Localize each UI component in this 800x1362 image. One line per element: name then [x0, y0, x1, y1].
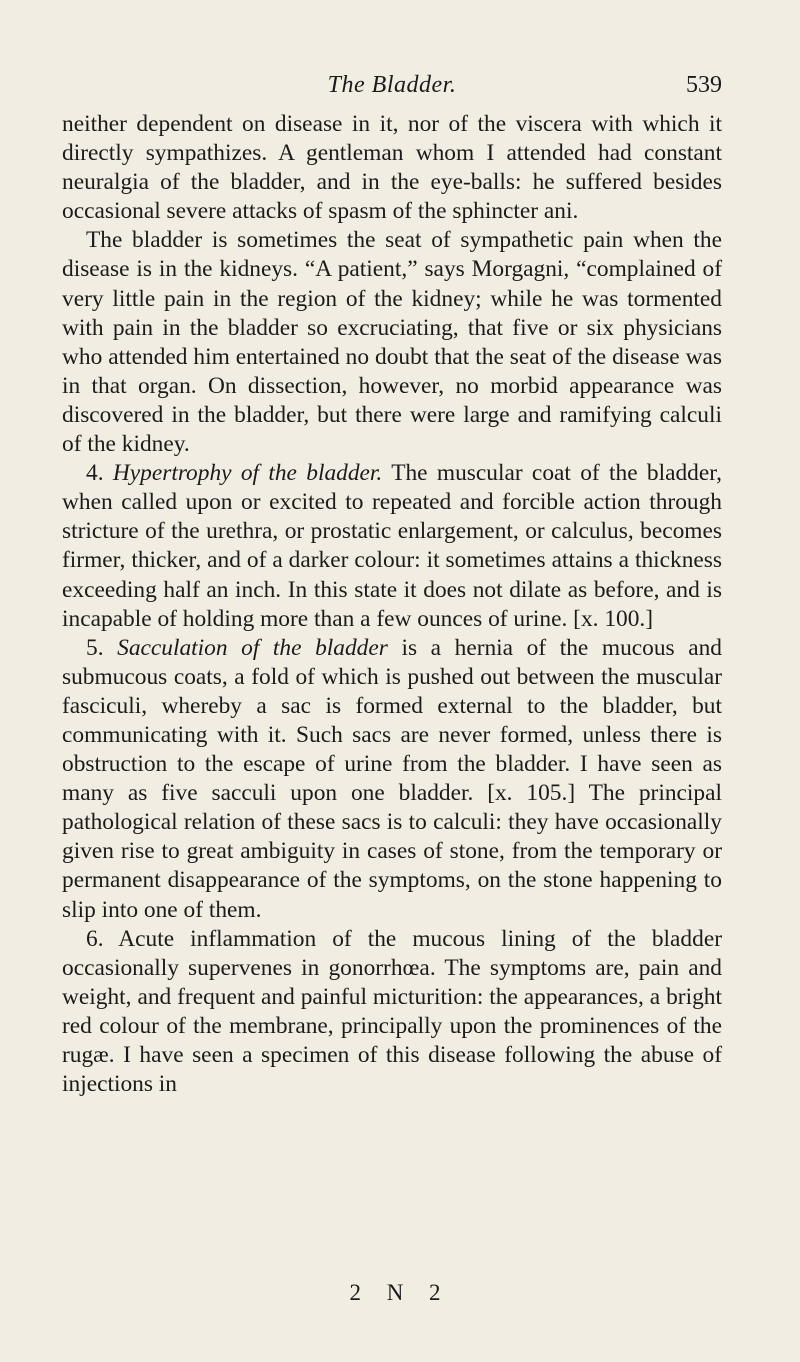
- section-title: Hypertrophy of the bladder.: [112, 460, 383, 487]
- paragraph-continuation: [62, 110, 722, 226]
- page-header: [62, 72, 722, 104]
- paragraph-text: is a hernia of the mucous and submucous coats, a fold of which is pushed out between the muscular fasciculi, whereby a sac is formed external to the bladder, but communicating with it. Such sacs are never formed, unless there is obstruction to the escape of urine from the bladder. I have seen as many as five sacculi upon one bladder. [x. 105.] The principal pathological relation of these sacs is to calculi: they have occasionally given rise to great ambiguity in cases of stone, from the temporary or permanent disappearance of the symptoms, on the stone happening to slip into one of them.: [62, 634, 723, 923]
- section-title: Sacculation of the bladder: [117, 634, 388, 661]
- body-text: [62, 110, 722, 1099]
- paragraph-sympathetic-pain: [62, 226, 722, 459]
- section-number: 4.: [86, 460, 104, 487]
- running-title: The Bladder.: [327, 72, 457, 98]
- page-number: 539: [686, 72, 722, 98]
- paragraph-sacculation: [62, 634, 722, 925]
- paragraph-text: The muscular coat of the bladder, when called upon or excited to repeated and forcible action through stricture of the urethra, or prostatic enlargement, or calculus, becomes firmer, thicker, and of a darker colour: it sometimes attains a thickness exceeding half an inch. In this state it does not dilate as before, and is incapable of holding more than a few ounces of urine. [x. 100.]: [62, 460, 722, 632]
- paragraph-text: The bladder is sometimes the seat of sympathetic pain when the disease is in the kidneys. “A patient,” says Morgagni, “complained of very little pain in the region of the kidney; while he was tormented with pain in the bladder so excruciating, that five or six physicians who attended him entertained no doubt that the seat of the disease was in that organ. On dissection, however, no morbid appearance was discovered in the bladder, but there were large and ramifying calculi of the kidney.: [62, 227, 722, 458]
- paragraph-text: 6. Acute inflammation of the mucous lining of the bladder occasionally supervenes in gonorrhœa. The symptoms are, pain and weight, and frequent and painful micturition: the appearances, a bright red colour of the membrane, principally upon the prominences of the rugæ. I have seen a specimen of this disease following the abuse of injections in: [62, 925, 722, 1098]
- paragraph-text: neither dependent on disease in it, nor of the viscera with which it directly sympathizes. A gentleman whom I attended had constant neuralgia of the bladder, and in the eye-balls: he suffered besides occasional severe attacks of spasm of the sphincter ani.: [62, 111, 722, 225]
- section-number: 5.: [86, 634, 104, 661]
- paragraph-hypertrophy: [62, 459, 722, 634]
- paragraph-acute-inflammation: [62, 925, 722, 1100]
- signature-mark: 2 N 2: [349, 1280, 451, 1305]
